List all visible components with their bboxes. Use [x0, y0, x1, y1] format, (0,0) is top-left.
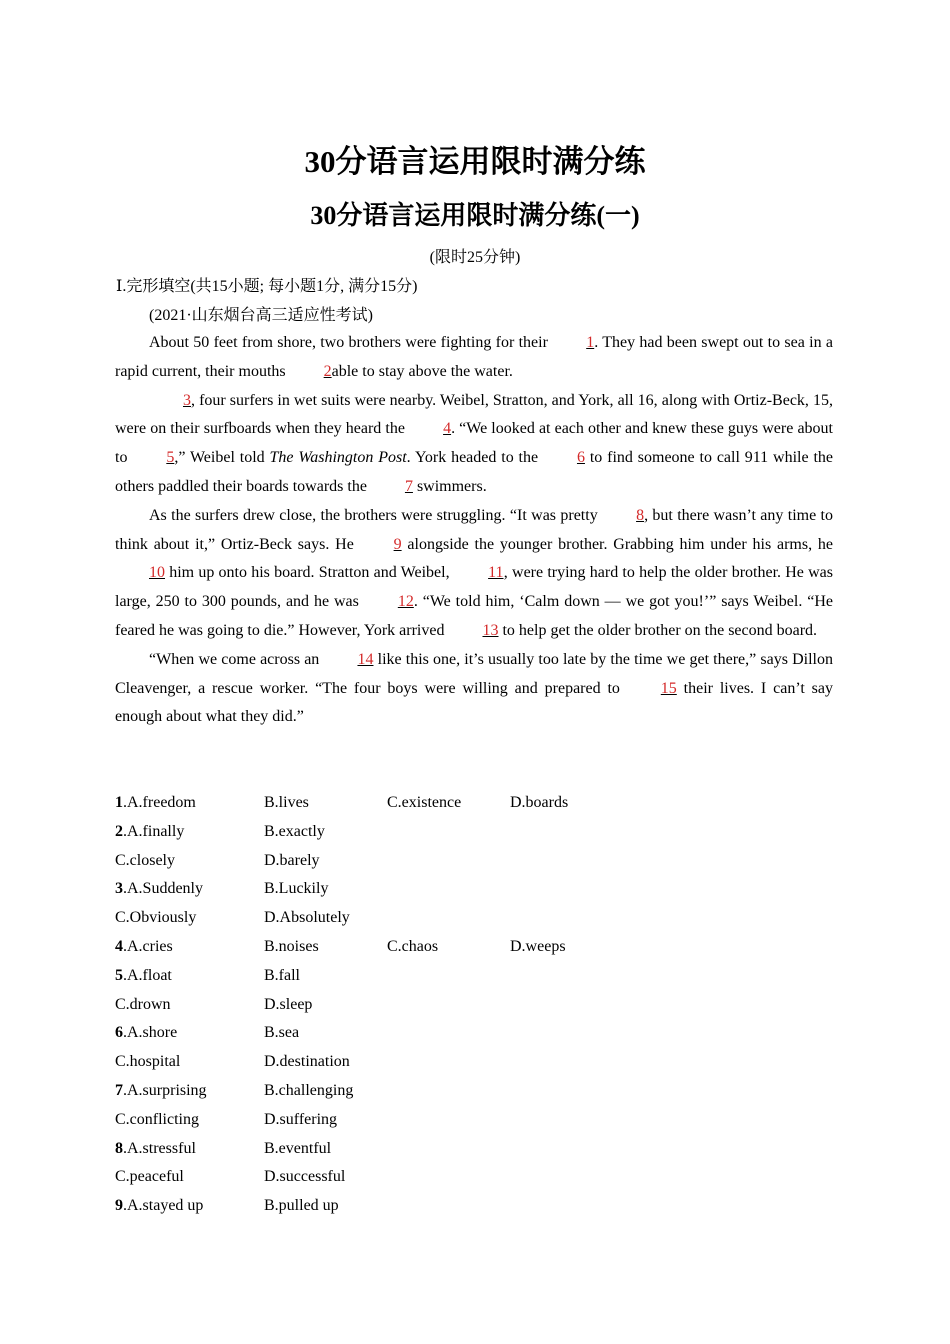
- passage-text: to find someone to call 911 while the others paddled their boards towards the: [115, 449, 833, 495]
- option-b: D.Absolutely: [264, 909, 350, 927]
- passage-text: ,” Weibel told: [174, 449, 270, 467]
- option-text: C.peaceful: [115, 1168, 184, 1186]
- option-row: [115, 904, 633, 933]
- blank-7: 7: [404, 477, 413, 495]
- option-row: [115, 1163, 633, 1192]
- option-text: .A.stayed up: [123, 1197, 204, 1215]
- option-row: [115, 1106, 633, 1135]
- section-heading: Ⅰ.完形填空(共15小题; 每小题1分, 满分15分): [116, 278, 418, 295]
- passage-text: . “We told him, ‘Calm down — we got you!’” says Weibel. “He feared he was going to die.” However, York arrived: [115, 593, 833, 639]
- blank-4: 4: [443, 420, 452, 438]
- option-text: .A.finally: [123, 822, 185, 840]
- option-a: [115, 1077, 264, 1106]
- passage-text: . York headed to the: [406, 449, 543, 467]
- question-number: 3: [115, 880, 123, 898]
- passage-text: , but there wasn’t any time to think about it,” Ortiz-Beck says. He: [115, 506, 833, 553]
- newspaper-name: The Washington Post: [269, 449, 407, 467]
- blank-5: 5: [166, 449, 175, 467]
- option-text: C.hospital: [115, 1053, 181, 1071]
- option-text: .A.Suddenly: [123, 880, 203, 898]
- question-number: 4: [115, 937, 123, 955]
- paragraph-2: [115, 387, 833, 502]
- option-text: C.Obviously: [115, 909, 197, 927]
- option-a: [115, 904, 264, 933]
- blank-13: 13: [482, 621, 499, 639]
- option-row: [115, 875, 633, 904]
- option-a: [115, 991, 264, 1020]
- option-row: [115, 962, 633, 991]
- option-text: .A.shore: [123, 1024, 178, 1042]
- passage-text: him up onto his board. Stratton and Weibel,: [165, 564, 454, 582]
- option-row: [115, 818, 633, 847]
- option-a: [115, 1048, 264, 1077]
- option-row: [115, 789, 633, 818]
- blank-2: 2: [323, 362, 332, 380]
- blank-3: 3: [183, 391, 191, 409]
- blank-14: 14: [357, 650, 374, 668]
- option-a: [115, 1135, 264, 1164]
- option-b: B.noises: [264, 937, 319, 955]
- question-number: 7: [115, 1081, 123, 1099]
- option-text: .A.cries: [123, 937, 173, 955]
- option-b: B.fall: [264, 966, 300, 984]
- blank-10: 10: [149, 564, 165, 582]
- answer-options: [115, 789, 633, 1221]
- time-limit: (限时25分钟): [429, 249, 521, 266]
- option-text: .A.float: [123, 966, 172, 984]
- option-a: [115, 1019, 264, 1048]
- passage-text: swimmers.: [412, 477, 487, 495]
- option-b: B.exactly: [264, 822, 325, 840]
- option-a: [115, 962, 264, 991]
- option-a: [115, 1106, 264, 1135]
- passage-text: As the surfers drew close, the brothers were struggling. “It was pretty: [149, 506, 603, 524]
- passage-text: alongside the younger brother. Grabbing him under his arms, he: [401, 535, 833, 553]
- question-number: 2: [115, 822, 123, 840]
- option-b: D.destination: [264, 1053, 350, 1071]
- option-a: [115, 1163, 264, 1192]
- cloze-passage: [115, 329, 833, 732]
- option-row: [115, 1019, 633, 1048]
- option-text: .A.stressful: [123, 1139, 196, 1157]
- option-a: [115, 789, 264, 818]
- option-a: [115, 818, 264, 847]
- passage-text: like this one, it’s usually too late by the time we get there,” says Dillon Cleavenger, a rescue worker. “The four boys were willing and prepared to: [115, 650, 833, 697]
- passage-text: to help get the older brother on the second board.: [498, 621, 818, 639]
- option-text: .A.surprising: [123, 1081, 207, 1099]
- question-number: 1: [115, 794, 123, 811]
- option-text: .A.freedom: [123, 794, 196, 811]
- exercise-title: 30分语言运用限时满分练(一): [310, 201, 640, 230]
- option-c: C.existence: [387, 794, 462, 811]
- passage-text: . “We looked at each other and knew these guys were about to: [115, 420, 833, 467]
- option-b: B.eventful: [264, 1139, 332, 1157]
- option-b: B.Luckily: [264, 880, 329, 898]
- option-b: D.successful: [264, 1168, 346, 1186]
- passage-text: “When we come across an: [149, 650, 324, 668]
- paragraph-3: [115, 502, 833, 646]
- option-a: [115, 847, 264, 876]
- paragraph-1: [115, 329, 833, 387]
- blank-15: 15: [660, 679, 677, 697]
- exam-source: (2021·山东烟台高三适应性考试): [149, 307, 373, 324]
- option-b: B.challenging: [264, 1081, 354, 1099]
- option-d: D.weeps: [510, 937, 566, 955]
- document-title: 30分语言运用限时满分练: [304, 144, 646, 179]
- question-number: 6: [115, 1024, 123, 1042]
- blank-1: 1: [586, 334, 595, 351]
- question-number: 8: [115, 1139, 123, 1157]
- passage-text: About 50 feet from shore, two brothers were fighting for their: [149, 334, 553, 351]
- blank-11: 11: [488, 564, 504, 582]
- option-row: [115, 933, 633, 962]
- blank-6: 6: [576, 449, 585, 467]
- passage-text: . They had been swept out to sea in a rapid current, their mouths: [115, 334, 833, 380]
- passage-text: their lives. I can’t say enough about what they did.”: [115, 679, 833, 726]
- option-row: [115, 1192, 633, 1221]
- blank-12: 12: [397, 593, 414, 611]
- option-row: [115, 1077, 633, 1106]
- option-b: D.sleep: [264, 995, 313, 1013]
- blank-9: 9: [393, 535, 402, 553]
- option-d: D.boards: [510, 794, 569, 811]
- option-row: [115, 991, 633, 1020]
- option-text: C.conflicting: [115, 1110, 199, 1128]
- option-b: B.lives: [264, 794, 309, 811]
- blank-8: 8: [636, 506, 645, 524]
- passage-text: , four surfers in wet suits were nearby. Weibel, Stratton, and York, all 16, along with Ortiz-Beck, 15, were on their surfboards when they heard the: [115, 391, 833, 438]
- paragraph-4: [115, 646, 833, 732]
- option-b: B.pulled up: [264, 1197, 339, 1215]
- passage-text: , were trying hard to help the older brother. He was large, 250 to 300 pounds, and he was: [115, 564, 833, 611]
- option-a: [115, 875, 264, 904]
- option-b: D.barely: [264, 851, 320, 869]
- passage-text: able to stay above the water.: [331, 362, 513, 380]
- option-row: [115, 1135, 633, 1164]
- option-c: C.chaos: [387, 937, 439, 955]
- option-b: B.sea: [264, 1024, 300, 1042]
- option-text: C.drown: [115, 995, 171, 1013]
- option-row: [115, 1048, 633, 1077]
- option-a: [115, 1192, 264, 1221]
- question-number: 5: [115, 966, 123, 984]
- question-number: 9: [115, 1197, 123, 1215]
- option-b: D.suffering: [264, 1110, 338, 1128]
- option-a: [115, 933, 264, 962]
- option-row: [115, 847, 633, 876]
- option-text: C.closely: [115, 851, 175, 869]
